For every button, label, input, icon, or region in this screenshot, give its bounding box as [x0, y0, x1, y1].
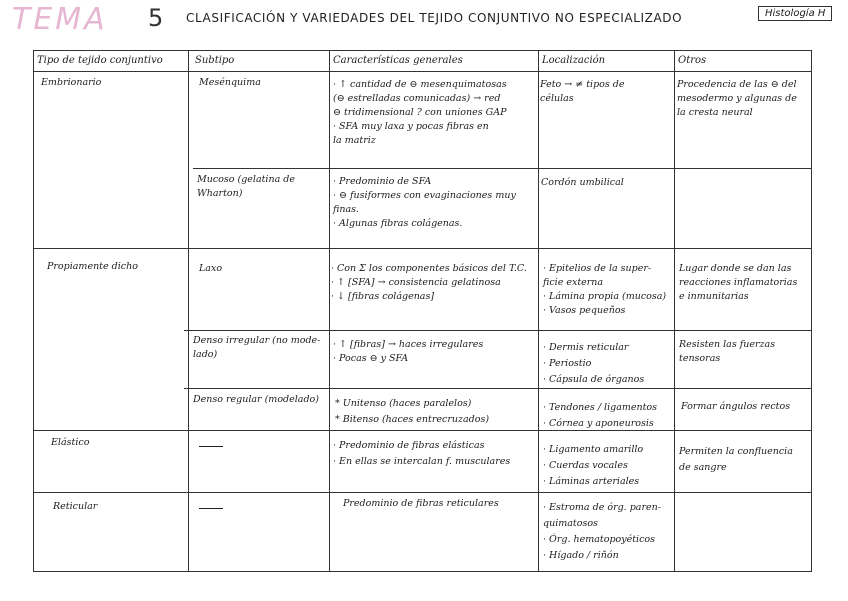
table-rule-propiamente	[33, 248, 812, 249]
tipo-embrionario: Embrionario	[41, 77, 102, 88]
subtipo-elastico-dash	[199, 446, 223, 447]
table-rule-reticular	[33, 492, 812, 493]
caracteristicas-denso-irregular: · ↑ [fibras] → haces irregulares · Pocas ⊖ y SFA	[333, 339, 484, 364]
table-rule-elastico	[33, 430, 812, 431]
col-header-localizacion: Localización	[542, 55, 606, 66]
localizacion-mesenquima: Feto → ≠ tipos de células	[540, 79, 625, 104]
otros-denso-irregular: Resisten las fuerzas tensoras	[679, 339, 776, 364]
table-rule-col3	[329, 50, 330, 572]
otros-laxo: Lugar donde se dan las reacciones inflamatorias e inmunitarias	[679, 263, 798, 302]
tema-heading: TEMA	[12, 2, 108, 37]
subtipo-laxo: Laxo	[199, 263, 223, 274]
caracteristicas-mucoso: · Predominio de SFA · ⊖ fusiformes con evaginaciones muy finas. · Algunas fibras colágenas.	[333, 176, 516, 229]
tipo-reticular: Reticular	[53, 501, 98, 512]
otros-denso-regular: Formar ángulos rectos	[681, 401, 791, 412]
localizacion-laxo: · Epitelios de la super- ficie externa · Lámina propia (mucosa) · Vasos pequeños	[543, 263, 667, 316]
table-rule-col2	[188, 50, 189, 572]
caracteristicas-mesenquima: · ↑ cantidad de ⊖ mesenquimatosas (⊖ estrelladas comunicadas) → red ⊖ tridimensional ? con uniones GAP · SFA muy laxa y pocas fibras en la matriz	[333, 79, 507, 146]
caracteristicas-elastico: · Predominio de fibras elásticas · En ellas se intercalan f. musculares	[333, 440, 511, 467]
col-header-otros: Otros	[678, 55, 707, 66]
classification-table	[33, 50, 812, 572]
table-rule-denso-irregular	[184, 330, 812, 331]
table-rule-right	[811, 50, 812, 572]
subtipo-reticular-dash	[199, 508, 223, 509]
subject-badge: Histología H	[758, 6, 832, 21]
table-rule-col5	[674, 50, 675, 572]
subtipo-mesenquima: Mesénquima	[199, 77, 261, 88]
localizacion-mucoso: Cordón umbilical	[541, 177, 624, 188]
tipo-elastico: Elástico	[51, 437, 90, 448]
subtipo-denso-irregular: Denso irregular (no mode- lado)	[193, 335, 321, 360]
localizacion-denso-regular: · Tendones / ligamentos · Córnea y aponeurosis	[543, 402, 658, 429]
table-rule-left	[33, 50, 34, 572]
subtipo-mucoso: Mucoso (gelatina de Wharton)	[197, 174, 295, 199]
localizacion-elastico: · Ligamento amarillo · Cuerdas vocales · Láminas arteriales	[543, 444, 644, 487]
caracteristicas-reticular: Predominio de fibras reticulares	[343, 498, 499, 509]
table-rule-col4	[538, 50, 539, 572]
page-title: CLASIFICACIÓN Y VARIEDADES DEL TEJIDO CONJUNTIVO NO ESPECIALIZADO	[186, 11, 683, 25]
table-rule-top	[33, 50, 812, 51]
col-header-tipo: Tipo de tejido conjuntivo	[37, 55, 163, 66]
table-rule-mucoso	[193, 168, 812, 169]
otros-mesenquima: Procedencia de las ⊖ del mesodermo y algunas de la cresta neural	[677, 79, 797, 118]
otros-elastico: Permiten la confluencia de sangre	[679, 446, 793, 473]
table-rule-header	[33, 71, 812, 72]
tema-number: 5	[148, 4, 164, 32]
col-header-caracteristicas: Características generales	[333, 55, 463, 66]
localizacion-denso-irregular: · Dermis reticular · Periostio · Cápsula de órganos	[543, 342, 645, 385]
tipo-propiamente-dicho: Propiamente dicho	[47, 261, 138, 272]
subtipo-denso-regular: Denso regular (modelado)	[193, 394, 319, 405]
caracteristicas-denso-regular: * Unitenso (haces paralelos) * Bitenso (haces entrecruzados)	[335, 398, 490, 425]
table-rule-denso-regular	[184, 388, 812, 389]
table-rule-bottom	[33, 571, 812, 572]
col-header-subtipo: Subtipo	[195, 55, 235, 66]
caracteristicas-laxo: · Con Σ los componentes básicos del T.C. · ↑ [SFA] → consistencia gelatinosa · ↓ [fibras colágenas]	[331, 263, 527, 302]
localizacion-reticular: · Estroma de órg. paren- quimatosos · Órg. hematopoyéticos · Hígado / riñón	[543, 502, 661, 561]
